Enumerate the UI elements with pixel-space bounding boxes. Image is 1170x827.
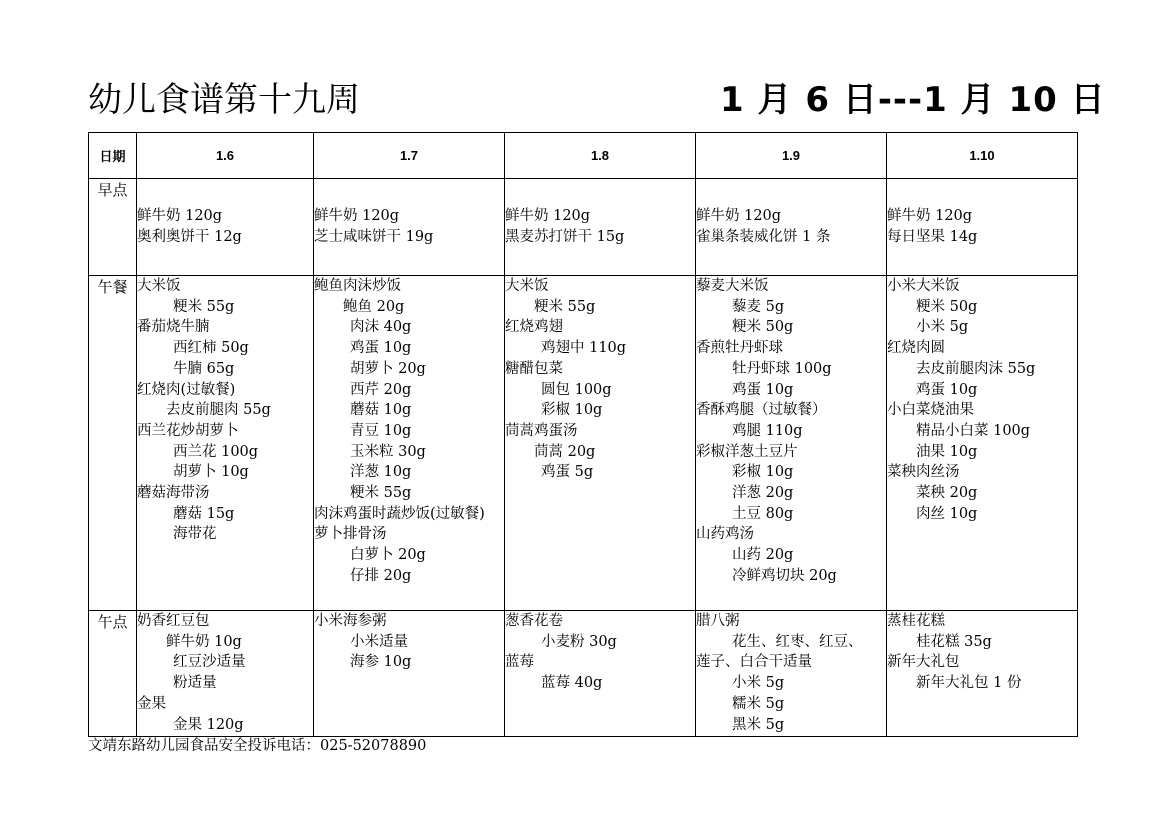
page-title: 幼儿食谱第十九周 [88, 80, 360, 120]
date-header-label: 日期 [89, 133, 137, 179]
dish-name: 芝士咸味饼干 19g [314, 229, 434, 245]
dish-name: 香酥鸡腿（过敏餐） [696, 402, 827, 419]
ingredient-line: 鲜牛奶 10g [166, 633, 242, 650]
ingredient-line: 鸡蛋 10g [350, 340, 412, 357]
meal-row-breakfast [89, 179, 1078, 276]
dish-name: 小米大米饭 [887, 278, 960, 294]
ingredient-line: 胡萝卜 20g [350, 360, 426, 377]
ingredient-line: 肉沫 40g [350, 319, 412, 336]
dish-name: 鲜牛奶 120g [314, 208, 400, 225]
ingredient-line: 牛腩 65g [173, 360, 235, 377]
ingredient-line: 粳米 55g [173, 298, 235, 315]
ingredient-line: 小米 5g [732, 675, 785, 692]
ingredient-line: 鸡蛋 10g [916, 381, 978, 398]
menu-cell [887, 276, 1078, 611]
dish-name: 莲子、白合干适量 [696, 654, 812, 671]
dish-name: 金果 [137, 695, 166, 712]
dish-name: 每日坚果 14g [887, 229, 978, 245]
ingredient-line: 粳米 50g [732, 319, 794, 336]
menu-cell [696, 179, 887, 276]
dish-name: 奶香红豆包 [137, 613, 210, 629]
ingredient-line: 精品小白菜 100g [916, 422, 1031, 439]
dish-name: 新年大礼包 [887, 654, 960, 671]
ingredient-line: 蘑菇 10g [350, 402, 412, 419]
date-header: 1.9 [696, 133, 887, 179]
complaint-hotline: 文靖东路幼儿园食品安全投诉电话：025-52078890 [88, 738, 427, 754]
ingredient-line: 肉丝 10g [916, 505, 978, 522]
dish-name: 红烧鸡翅 [505, 319, 563, 336]
ingredient-line: 粉适量 [173, 675, 217, 692]
dish-name: 大米饭 [137, 278, 181, 294]
menu-cell [137, 611, 314, 737]
ingredient-line: 胡萝卜 10g [173, 464, 249, 481]
ingredient-line: 藜麦 5g [732, 298, 785, 315]
date-header: 1.7 [314, 133, 505, 179]
ingredient-line: 土豆 80g [732, 505, 794, 522]
ingredient-line: 去皮前腿肉沫 55g [916, 360, 1036, 377]
ingredient-line: 蘑菇 15g [173, 505, 235, 522]
dish-name: 藜麦大米饭 [696, 278, 769, 294]
ingredient-line: 蓝莓 40g [541, 675, 603, 692]
menu-cell [505, 276, 696, 611]
dish-name: 菜秧肉丝汤 [887, 464, 960, 481]
date-header: 1.8 [505, 133, 696, 179]
ingredient-line: 鸡蛋 10g [732, 381, 794, 398]
dish-name: 番茄烧牛腩 [137, 319, 210, 336]
dish-name: 奥利奥饼干 12g [137, 229, 242, 245]
meal-label: 午餐 [89, 276, 137, 611]
menu-cell [314, 179, 505, 276]
dish-name: 黑麦苏打饼干 15g [505, 229, 625, 245]
dish-name: 蘑菇海带汤 [137, 485, 210, 502]
ingredient-line: 冷鲜鸡切块 20g [732, 567, 837, 584]
meal-label: 午点 [89, 611, 137, 737]
ingredient-line: 菜秧 20g [916, 485, 978, 502]
menu-cell [137, 276, 314, 611]
ingredient-line: 花生、红枣、红豆、 [732, 633, 863, 650]
dish-name: 红烧肉(过敏餐) [137, 381, 236, 398]
ingredient-line: 西芹 20g [350, 381, 412, 398]
dish-name: 西兰花炒胡萝卜 [137, 422, 239, 439]
dish-name: 香煎牡丹虾球 [696, 340, 783, 357]
menu-cell [696, 611, 887, 737]
dish-name: 腊八粥 [696, 613, 740, 629]
ingredient-line: 糯米 5g [732, 695, 785, 712]
date-range: 1 月 6 日---1 月 10 日 [720, 80, 1106, 120]
ingredient-line: 鸡翅中 110g [541, 340, 627, 357]
ingredient-line: 茼蒿 20g [534, 443, 596, 460]
ingredient-line: 鸡蛋 5g [541, 464, 594, 481]
ingredient-line: 金果 120g [173, 716, 244, 733]
menu-cell [314, 611, 505, 737]
dish-name: 小米海参粥 [314, 613, 387, 629]
ingredient-line: 青豆 10g [350, 422, 412, 439]
ingredient-line: 新年大礼包 1 份 [916, 675, 1022, 692]
ingredient-line: 红豆沙适量 [173, 654, 246, 671]
menu-cell [696, 276, 887, 611]
dish-name: 肉沫鸡蛋时蔬炒饭(过敏餐) [314, 505, 485, 522]
ingredient-line: 玉米粒 30g [350, 443, 426, 460]
ingredient-line: 海参 10g [350, 654, 412, 671]
dish-name: 茼蒿鸡蛋汤 [505, 422, 578, 439]
ingredient-line: 仔排 20g [350, 567, 412, 584]
header-row [89, 133, 1078, 179]
dish-name: 鲜牛奶 120g [505, 208, 591, 225]
ingredient-line: 牡丹虾球 100g [732, 360, 832, 377]
ingredient-line: 油果 10g [916, 443, 978, 460]
date-header: 1.10 [887, 133, 1078, 179]
ingredient-line: 粳米 55g [534, 298, 596, 315]
menu-cell [505, 179, 696, 276]
dish-name: 大米饭 [505, 278, 549, 294]
dish-name: 萝卜排骨汤 [314, 526, 387, 543]
dish-name: 蒸桂花糕 [887, 613, 945, 629]
dish-name: 鲜牛奶 120g [887, 208, 973, 225]
ingredient-line: 圆包 100g [541, 381, 612, 398]
ingredient-line: 粳米 55g [350, 485, 412, 502]
ingredient-line: 彩椒 10g [541, 402, 603, 419]
dish-name: 鲍鱼肉沫炒饭 [314, 278, 401, 294]
ingredient-line: 鲍鱼 20g [343, 298, 405, 315]
meal-row-snack [89, 611, 1078, 737]
dish-name: 彩椒洋葱土豆片 [696, 443, 798, 460]
date-header: 1.6 [137, 133, 314, 179]
dish-name: 蓝莓 [505, 654, 534, 671]
menu-table [88, 132, 1078, 737]
ingredient-line: 黑米 5g [732, 716, 785, 733]
dish-name: 红烧肉圆 [887, 340, 945, 357]
ingredient-line: 西兰花 100g [173, 443, 259, 460]
dish-name: 山药鸡汤 [696, 526, 754, 543]
dish-name: 糖醋包菜 [505, 360, 563, 377]
menu-cell [887, 179, 1078, 276]
ingredient-line: 去皮前腿肉 55g [166, 402, 271, 419]
menu-cell [314, 276, 505, 611]
ingredient-line: 小麦粉 30g [541, 633, 617, 650]
ingredient-line: 彩椒 10g [732, 464, 794, 481]
dish-name: 葱香花卷 [505, 613, 563, 629]
ingredient-line: 小米适量 [350, 633, 408, 650]
ingredient-line: 小米 5g [916, 319, 969, 336]
menu-cell [505, 611, 696, 737]
menu-cell [137, 179, 314, 276]
dish-name: 鲜牛奶 120g [696, 208, 782, 225]
ingredient-line: 洋葱 20g [732, 485, 794, 502]
ingredient-line: 鸡腿 110g [732, 422, 803, 439]
dish-name: 小白菜烧油果 [887, 402, 974, 419]
meal-row-lunch [89, 276, 1078, 611]
ingredient-line: 洋葱 10g [350, 464, 412, 481]
ingredient-line: 海带花 [173, 526, 217, 543]
ingredient-line: 西红柿 50g [173, 340, 249, 357]
meal-label: 早点 [89, 179, 137, 276]
ingredient-line: 桂花糕 35g [916, 633, 992, 650]
ingredient-line: 粳米 50g [916, 298, 978, 315]
dish-name: 鲜牛奶 120g [137, 208, 223, 225]
menu-cell [887, 611, 1078, 737]
ingredient-line: 山药 20g [732, 547, 794, 564]
ingredient-line: 白萝卜 20g [350, 547, 426, 564]
dish-name: 雀巢条装威化饼 1 条 [696, 229, 831, 245]
